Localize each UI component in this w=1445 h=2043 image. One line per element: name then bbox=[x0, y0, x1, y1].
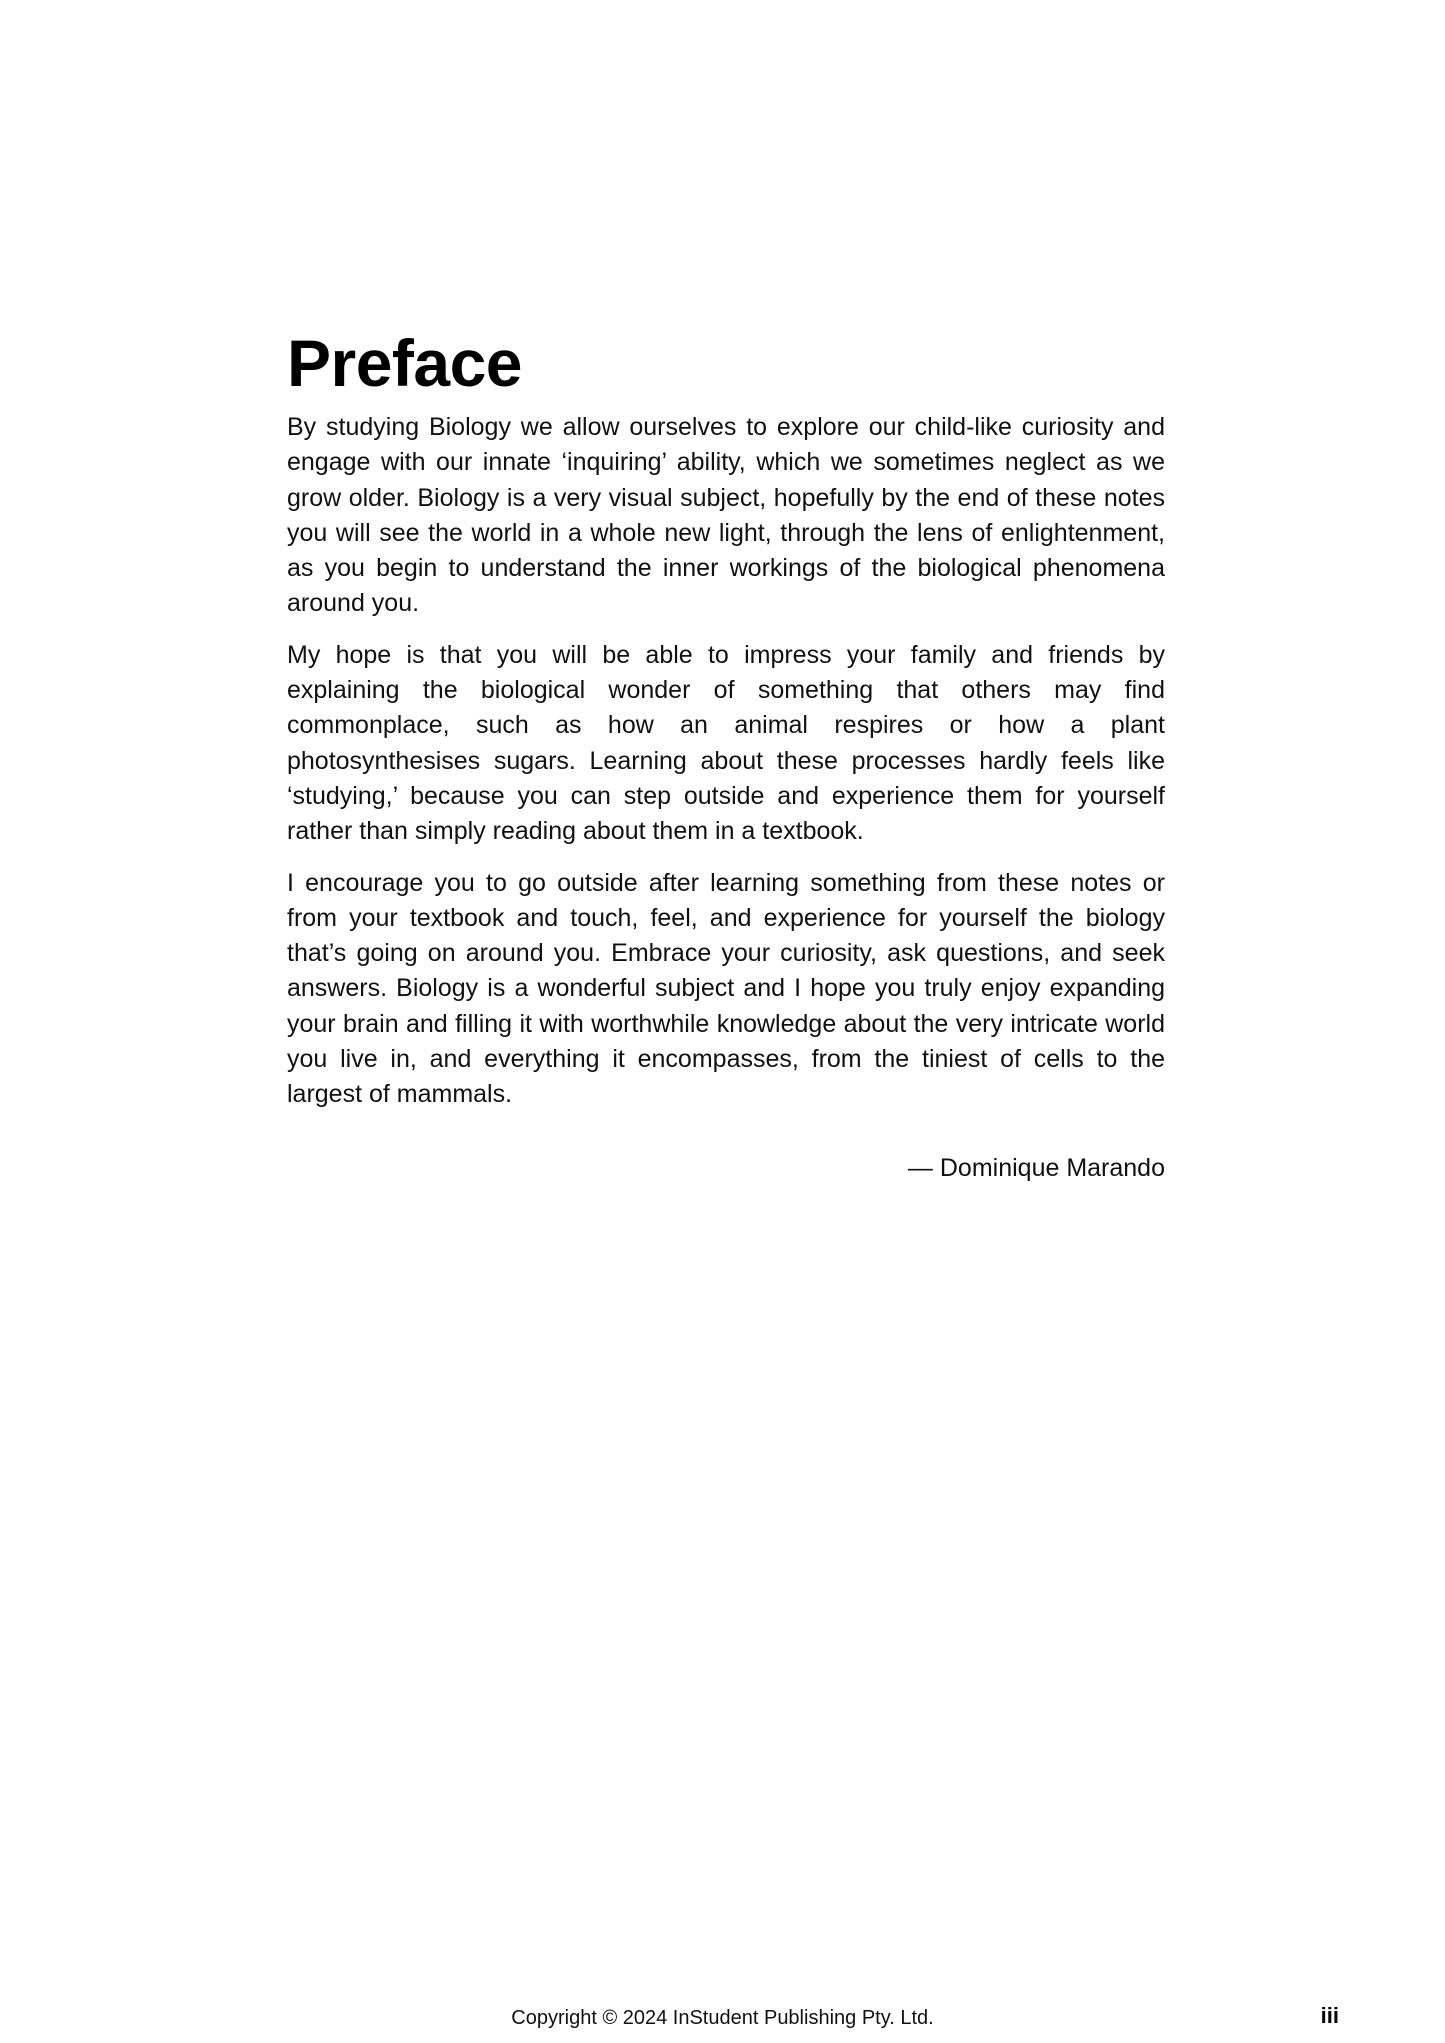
author-signature: — Dominique Marando bbox=[907, 1153, 1165, 1182]
body-paragraph: I encourage you to go outside after learning something from these notes or from your textbook and touch, feel, and experience for yourself the biology that’s going on around you. Embrace your curiosity, ask questions, and seek answers. Biology is a wonderful subject and I hope you truly enjoy expanding your brain and filling it with worthwhile knowledge about the very intricate world you live in, and everything it encompasses, from the tiniest of cells to the largest of mammals. bbox=[287, 868, 1165, 1109]
body-paragraph: My hope is that you will be able to impress your family and friends by explaining the biological wonder of something that others may find commonplace, such as how an animal respires or how a plant photosynthesises sugars. Learning about these processes hardly feels like ‘studying,’ because you can step outside and experience them for yourself rather than simply reading about them in a textbook. bbox=[287, 640, 1165, 846]
body-paragraph: By studying Biology we allow ourselves to explore our child-like curiosity and engage with our innate ‘inquiring’ ability, which we sometimes neglect as we grow older. Biology is a very visual subject, hopefully by the end of these notes you will see the world in a whole new light, through the lens of enlightenment, as you begin to understand the inner workings of the biological phenomena around you. bbox=[287, 413, 1165, 618]
footer-copyright: Copyright © 2024 InStudent Publishing Pty. Ltd. bbox=[511, 2007, 934, 2029]
preface-section bbox=[287, 326, 1165, 1186]
page-title: Preface bbox=[287, 326, 523, 400]
page-number: iii bbox=[1320, 2003, 1339, 2028]
